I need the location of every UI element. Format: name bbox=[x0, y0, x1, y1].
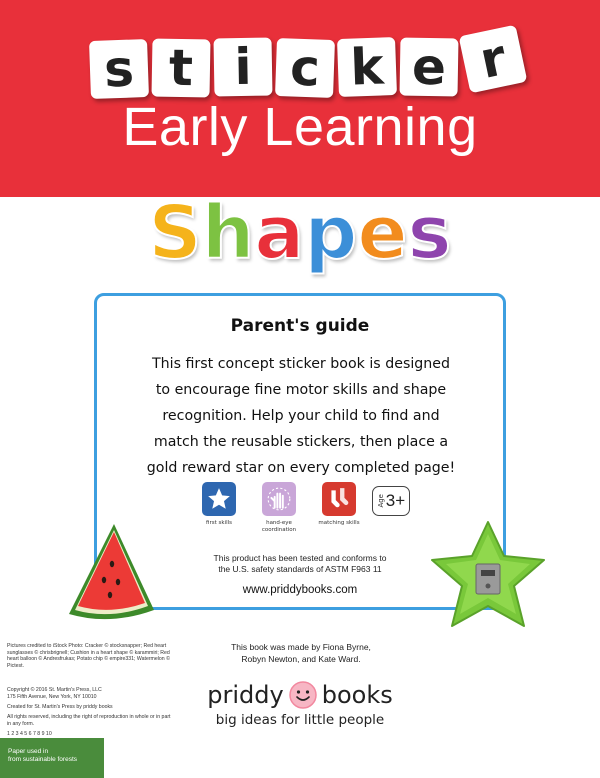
book-title-letter: e bbox=[357, 190, 408, 276]
made-by-credit bbox=[226, 641, 376, 665]
series-title: Early Learning bbox=[122, 97, 478, 157]
skill-hand-eye bbox=[253, 482, 305, 534]
guide-line: match the reusable stickers, then place a bbox=[153, 434, 449, 450]
skill-caption: first skills bbox=[206, 520, 232, 526]
publisher-logo bbox=[200, 680, 400, 728]
rights-text: All rights reserved, including the right of reproduction in whole or in part in any form. bbox=[7, 714, 171, 727]
printing-line: 1 2 3 4 5 6 7 8 9 10 bbox=[7, 731, 52, 738]
safety-line: This product has been tested and conforms to bbox=[213, 553, 387, 563]
publisher-name-right: books bbox=[321, 681, 393, 709]
sticker-letter-tile: e bbox=[399, 37, 458, 96]
book-title-letter: s bbox=[407, 190, 452, 276]
publisher-tagline: big ideas for little people bbox=[215, 712, 385, 728]
skill-caption: hand-eye coordination bbox=[261, 520, 297, 533]
created-for-text: Created for St. Martin's Press by priddy books bbox=[7, 703, 113, 710]
sticker-letter-tile: s bbox=[89, 39, 149, 99]
sticker-letter-tile: i bbox=[213, 37, 272, 96]
publisher-name bbox=[200, 680, 400, 710]
book-title-letter: a bbox=[254, 190, 305, 276]
made-by-line: Robyn Newton, and Kate Ward. bbox=[241, 654, 361, 664]
book-title-letter: S bbox=[148, 190, 202, 276]
copyright-text: Copyright © 2016 St. Martin's Press, LLC bbox=[7, 687, 102, 694]
address-text: 175 Fifth Avenue, New York, NY 10010 bbox=[7, 693, 97, 700]
star-icon bbox=[202, 482, 236, 516]
skill-first-skills bbox=[193, 482, 245, 527]
paper-line: Paper used in bbox=[8, 748, 49, 755]
age-value: 3+ bbox=[385, 491, 406, 510]
guide-text bbox=[119, 351, 483, 481]
age-label: Age bbox=[376, 494, 385, 508]
paper-line: from sustainable forests bbox=[8, 756, 78, 763]
safety-line: the U.S. safety standards of ASTM F963 11 bbox=[218, 564, 382, 574]
book-title-letter: h bbox=[201, 190, 255, 276]
age-badge bbox=[372, 486, 410, 516]
watermelon-image bbox=[66, 522, 156, 622]
guide-line: recognition. Help your child to find and bbox=[162, 408, 440, 424]
sticker-letter-tile: k bbox=[337, 37, 397, 97]
sticker-letter-tile: t bbox=[151, 38, 210, 97]
publisher-name-left: priddy bbox=[207, 681, 284, 709]
made-by-line: This book was made by Fiona Byrne, bbox=[231, 642, 371, 652]
smiley-face-icon bbox=[288, 680, 318, 710]
website-url: www.priddybooks.com bbox=[242, 584, 358, 596]
skill-caption: matching skills bbox=[318, 520, 360, 526]
star-sharpener-image bbox=[426, 518, 550, 634]
guide-title: Parent's guide bbox=[230, 316, 370, 336]
guide-line: to encourage fine motor skills and shape bbox=[155, 382, 447, 398]
paper-sustainability-label bbox=[0, 738, 104, 778]
hand-icon bbox=[262, 482, 296, 516]
book-title bbox=[0, 190, 600, 276]
picture-credits: Pictures credited to iStock Photo: Cracker © stocksnapper; Red heart sunglasses © chrisbrignell; Cushion in a heart shape © karammiri; Red heart balloon © Andresfrukas; Potato chip © empire331; Watermelon © Pictest. bbox=[7, 643, 170, 669]
socks-icon bbox=[322, 482, 356, 516]
skill-matching bbox=[313, 482, 365, 527]
guide-line: gold reward star on every completed page! bbox=[146, 460, 456, 476]
book-title-letter: p bbox=[304, 190, 358, 276]
sticker-letter-tile: c bbox=[275, 38, 335, 98]
guide-line: This first concept sticker book is designed bbox=[151, 356, 451, 372]
credits-block bbox=[7, 643, 172, 753]
sticker-letter-tile: r bbox=[459, 25, 528, 94]
